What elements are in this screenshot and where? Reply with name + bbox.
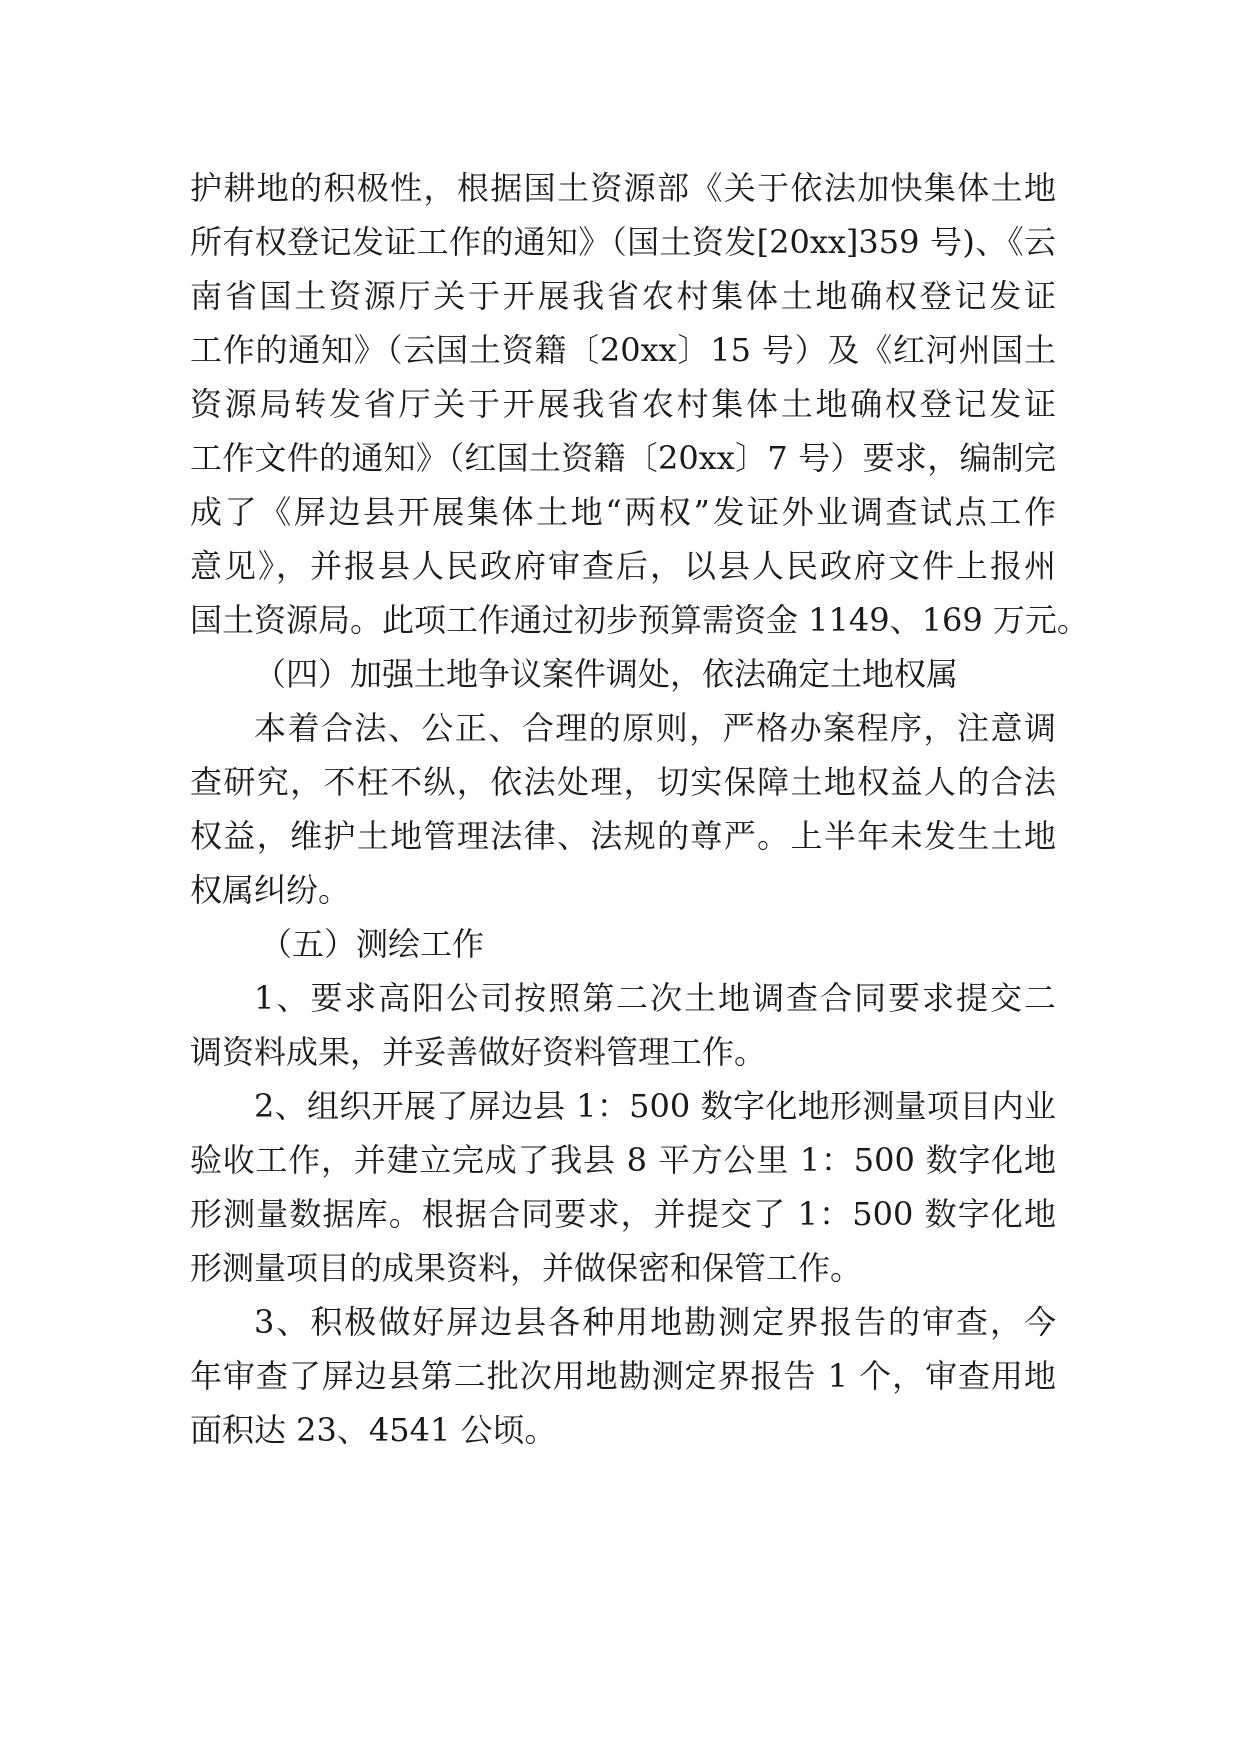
text-line: 成了《屏边县开展集体土地“两权”发证外业调查试点工作 xyxy=(190,493,1056,531)
text-line: 1、要求高阳公司按照第二次土地调查合同要求提交二 xyxy=(254,979,1056,1017)
text-line: 权属纠纷。 xyxy=(190,871,351,909)
text-line: 工作的通知》（云国土资籍〔20xx〕15 号）及《红河州国土 xyxy=(190,331,1056,369)
text-line: 年审查了屏边县第二批次用地勘测定界报告 1 个，审查用地 xyxy=(190,1357,1056,1395)
text-line: 工作文件的通知》（红国土资籍〔20xx〕7 号）要求，编制完 xyxy=(190,439,1056,477)
text-line: 意见》，并报县人民政府审查后，以县人民政府文件上报州 xyxy=(190,547,1056,585)
text-line: 查研究，不枉不纵，依法处理，切实保障土地权益人的合法 xyxy=(190,763,1056,801)
text-line: 形测量项目的成果资料，并做保密和保管工作。 xyxy=(190,1249,863,1287)
text-line: 资源局转发省厅关于开展我省农村集体土地确权登记发证 xyxy=(190,385,1056,423)
text-line: 验收工作，并建立完成了我县 8 平方公里 1：500 数字化地 xyxy=(190,1141,1056,1179)
text-line: 面积达 23、4541 公顷。 xyxy=(190,1411,557,1449)
text-line: 所有权登记发证工作的通知》（国土资发[20xx]359 号)、《云 xyxy=(190,223,1056,261)
section-heading: （五）测绘工作 xyxy=(260,925,485,963)
text-line: 调资料成果，并妥善做好资料管理工作。 xyxy=(190,1033,767,1071)
section-heading: （四）加强土地争议案件调处，依法确定土地权属 xyxy=(254,655,959,693)
text-line: 本着合法、公正、合理的原则，严格办案程序，注意调 xyxy=(254,709,1056,747)
text-line: 权益，维护土地管理法律、法规的尊严。上半年未发生土地 xyxy=(190,817,1056,855)
text-line: 形测量数据库。根据合同要求，并提交了 1：500 数字化地 xyxy=(190,1195,1056,1233)
text-line: 护耕地的积极性，根据国土资源部《关于依法加快集体土地 xyxy=(190,169,1056,207)
text-line: 3、积极做好屏边县各种用地勘测定界报告的审查，今 xyxy=(254,1303,1056,1341)
text-line: 2、组织开展了屏边县 1：500 数字化地形测量项目内业 xyxy=(254,1087,1056,1125)
text-line: 国土资源局。此项工作通过初步预算需资金 1149、169 万元。 xyxy=(190,601,1089,639)
text-line: 南省国土资源厅关于开展我省农村集体土地确权登记发证 xyxy=(190,277,1056,315)
